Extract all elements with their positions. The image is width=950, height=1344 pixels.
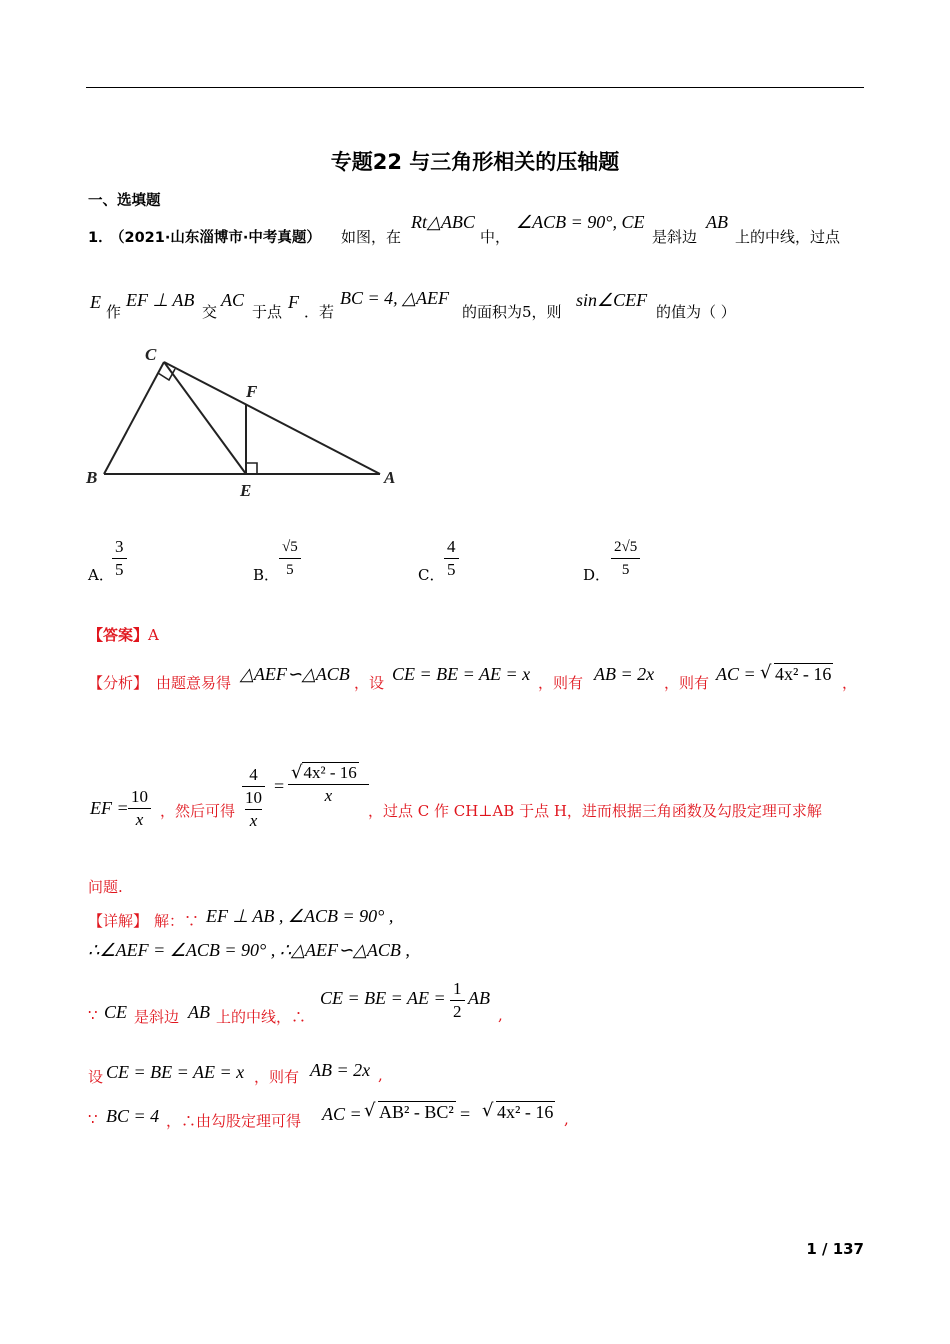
answer-value: A	[148, 626, 159, 644]
radical-sign: √	[482, 1100, 494, 1121]
math: E	[90, 292, 101, 312]
math: Rt△ABC	[411, 212, 475, 232]
text: ，则有	[254, 1068, 300, 1086]
text: 作	[106, 303, 122, 321]
frac-num: 4	[242, 764, 265, 787]
frac-den: 5	[621, 562, 630, 578]
text: 如图，在	[341, 228, 402, 246]
math: AB	[706, 212, 728, 232]
text: 由题意易得	[156, 674, 232, 692]
math: CE	[104, 1002, 128, 1022]
segment-ca	[164, 362, 380, 474]
math: BC = 4	[106, 1106, 160, 1126]
text: ，过点 C 作 CH⊥AB 于点 H，进而根据三角函数及勾股定理可求解	[368, 802, 822, 820]
frac-den: 5	[115, 560, 124, 579]
text: 上的中线，∴	[216, 1008, 307, 1026]
math: sin∠CEF	[576, 290, 648, 310]
math-radicand: 4x² - 16	[303, 763, 357, 782]
text: 中，	[480, 228, 511, 246]
option-fraction	[112, 536, 127, 581]
label-f: F	[246, 382, 258, 401]
page-title: 专题22 与三角形相关的压轴题	[330, 150, 620, 174]
section-heading: 一、选填题	[88, 193, 161, 209]
math: BC = 4, △AEF	[340, 288, 449, 308]
text: ，	[842, 674, 858, 692]
text: 是斜边	[652, 228, 698, 246]
segment-ce	[164, 362, 246, 474]
text: ,	[498, 1006, 503, 1024]
problem-number: 1．	[88, 230, 113, 246]
text: 于点	[252, 303, 283, 321]
fraction-half	[450, 978, 465, 1023]
math: AC =	[716, 664, 756, 684]
radical-sign: √	[760, 662, 772, 683]
radical-sign: √	[364, 1100, 376, 1121]
label-c: C	[145, 345, 157, 364]
frac-num: 2√5	[611, 536, 640, 559]
equals-sign: =	[274, 776, 285, 796]
frac-num: 10	[245, 787, 262, 810]
frac-den: 5	[447, 560, 456, 579]
text: 的值为（ ）	[656, 303, 736, 321]
math-radicand: 4x² - 16	[775, 664, 832, 684]
option-fraction	[611, 536, 640, 581]
text: 交	[202, 303, 218, 321]
answer-tag: 【答案】	[88, 626, 149, 644]
text: ,	[378, 1066, 383, 1084]
math: EF =	[90, 798, 129, 818]
text: ，∴由勾股定理可得	[166, 1112, 302, 1130]
right-angle-c	[158, 369, 175, 380]
text: 解：∵	[154, 912, 200, 930]
label-e: E	[240, 481, 252, 500]
frac-den-nested	[242, 787, 265, 832]
fraction-equation-lhs	[242, 764, 265, 832]
segment-bc	[104, 362, 164, 474]
math: AC	[221, 290, 245, 310]
math: F	[288, 292, 299, 312]
text: ∵	[88, 1110, 98, 1128]
text: ．若	[304, 303, 335, 321]
math: AB	[188, 1002, 210, 1022]
math: △AEF∽△ACB	[240, 664, 350, 684]
problem-source: （2021·山东淄博市·中考真题）	[110, 230, 321, 246]
math: ∴∠AEF = ∠ACB = 90° , ∴△AEF∽△ACB ,	[88, 940, 410, 960]
frac-num	[288, 762, 369, 785]
right-angle-e	[246, 463, 257, 474]
math: ∠ACB = 90°, CE	[516, 212, 645, 232]
page-number: 1 / 137	[806, 1240, 864, 1258]
math: CE = BE = AE = x	[392, 664, 531, 684]
figure-lines	[104, 362, 380, 474]
label-b: B	[86, 468, 98, 487]
option-label: D．	[583, 566, 611, 584]
option-fraction	[279, 536, 301, 581]
text: ，设	[354, 674, 385, 692]
math: AB = 2x	[594, 664, 655, 684]
frac-num: 4	[444, 536, 459, 559]
frac-den: x	[249, 811, 258, 830]
text: 上的中线，过点	[735, 228, 841, 246]
frac-num: 1	[450, 978, 465, 1001]
radical-sign: √	[291, 762, 303, 783]
math: EF ⊥ AB	[126, 290, 195, 310]
option-label: A．	[88, 566, 114, 584]
frac-den: x	[324, 786, 333, 805]
math: =	[460, 1104, 471, 1124]
option-label: B．	[253, 566, 280, 584]
analysis-line-3: 问题.	[88, 878, 123, 896]
text: 的面积为5，则	[462, 303, 562, 321]
frac-num: 3	[112, 536, 127, 559]
math: CE = BE = AE = x	[106, 1062, 245, 1082]
label-a: A	[384, 468, 396, 487]
text: ，则有	[538, 674, 584, 692]
math: AB = 2x	[310, 1060, 371, 1080]
math: AC =	[322, 1104, 362, 1124]
frac-den: 5	[286, 562, 294, 578]
frac-den: 2	[453, 1002, 462, 1021]
text: ，则有	[664, 674, 710, 692]
frac-den: x	[135, 810, 144, 829]
text: ，然后可得	[160, 802, 236, 820]
math: CE = BE = AE =	[320, 988, 446, 1008]
option-label: C．	[418, 566, 445, 584]
text: 是斜边	[134, 1008, 180, 1026]
math-radicand: 4x² - 16	[497, 1102, 554, 1122]
math-radicand: AB² - BC²	[379, 1102, 454, 1122]
frac-num: √5	[279, 536, 301, 559]
frac-num: 10	[128, 786, 151, 809]
option-fraction	[444, 536, 459, 581]
math: AB	[468, 988, 490, 1008]
text: ,	[564, 1110, 569, 1128]
fraction-equation-rhs	[288, 762, 369, 807]
answer-line	[88, 624, 159, 645]
analysis-tag: 【分析】	[88, 674, 149, 692]
text: ∵	[88, 1006, 98, 1024]
header-rule	[86, 87, 864, 88]
math: EF ⊥ AB , ∠ACB = 90° ,	[206, 906, 394, 926]
triangle-figure	[80, 340, 410, 500]
detail-tag: 【详解】	[88, 912, 149, 930]
text: 设	[88, 1068, 104, 1086]
fraction-ef	[128, 786, 151, 831]
